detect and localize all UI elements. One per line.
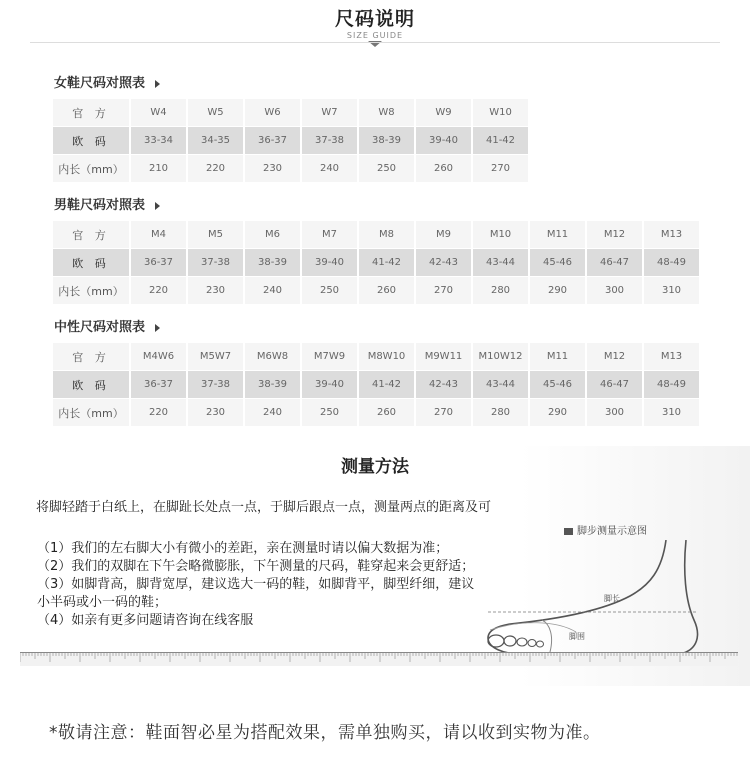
table-cell: W7 [301, 99, 358, 127]
table-cell: 230 [187, 399, 244, 427]
table-cell: 280 [472, 399, 529, 427]
table-cell: 41-42 [358, 249, 415, 277]
tip-line: （2）我们的双脚在下午会略微膨胀，下午测量的尺码，鞋穿起来会更舒适； [37, 559, 475, 574]
table-cell: 45-46 [529, 249, 586, 277]
table-cell: 36-37 [244, 127, 301, 155]
table-cell: W8 [358, 99, 415, 127]
table-row [53, 155, 529, 183]
arrow-right-icon [155, 80, 160, 88]
table-cell: M6 [244, 221, 301, 249]
table-cell: M8 [358, 221, 415, 249]
table-cell: 300 [586, 399, 643, 427]
row-label: 官 方 [53, 343, 130, 371]
table-cell: 38-39 [358, 127, 415, 155]
table-cell: 240 [244, 399, 301, 427]
unisex-table-title: 中性尺码对照表 [54, 316, 160, 335]
table-cell: M12 [586, 343, 643, 371]
table-row [53, 99, 529, 127]
table-cell: M9 [415, 221, 472, 249]
table-cell: 260 [358, 277, 415, 305]
table-cell: W9 [415, 99, 472, 127]
notice-text: *敬请注意：鞋面智必星为搭配效果，需单独购买，请以收到实物为准。 [49, 723, 601, 743]
square-icon [564, 528, 573, 535]
arrow-right-icon [155, 324, 160, 332]
table-cell: 48-49 [643, 249, 700, 277]
men-table-title: 男鞋尺码对照表 [54, 194, 160, 213]
table-cell: M5 [187, 221, 244, 249]
table-cell: W4 [130, 99, 187, 127]
table-cell: 38-39 [244, 371, 301, 399]
table-cell: 45-46 [529, 371, 586, 399]
table-cell: M8W10 [358, 343, 415, 371]
table-cell: 37-38 [187, 249, 244, 277]
table-cell: 41-42 [472, 127, 529, 155]
table-cell: 280 [472, 277, 529, 305]
table-cell: M6W8 [244, 343, 301, 371]
table-cell: 33-34 [130, 127, 187, 155]
table-row [53, 343, 700, 371]
table-cell: 230 [187, 277, 244, 305]
table-cell: M11 [529, 221, 586, 249]
table-cell: M7 [301, 221, 358, 249]
foot-diagram-icon [480, 540, 720, 660]
table-row [53, 399, 700, 427]
page-title: 尺码说明 [334, 8, 415, 30]
table-cell: 37-38 [187, 371, 244, 399]
page-subtitle: SIZE GUIDE [346, 31, 404, 40]
table-row [53, 221, 700, 249]
table-cell: 37-38 [301, 127, 358, 155]
women-size-table [53, 99, 530, 183]
table-cell: M9W11 [415, 343, 472, 371]
row-label: 欧 码 [53, 127, 130, 155]
measure-intro: 将脚轻踏于白纸上，在脚趾长处点一点，于脚后跟点一点，测量两点的距离及可 [36, 500, 492, 515]
table-cell: 42-43 [415, 249, 472, 277]
table-cell: M13 [643, 343, 700, 371]
row-label: 内长（mm） [53, 277, 130, 305]
table-cell: M5W7 [187, 343, 244, 371]
table-cell: 300 [586, 277, 643, 305]
table-cell: 39-40 [301, 249, 358, 277]
tip-line: （4）如亲有更多问题请咨询在线客服 [37, 613, 254, 628]
table-row [53, 249, 700, 277]
table-cell: 42-43 [415, 371, 472, 399]
foot-length-label: 脚长 [604, 594, 620, 603]
table-cell: 310 [643, 277, 700, 305]
row-label: 官 方 [53, 99, 130, 127]
women-table-title: 女鞋尺码对照表 [54, 72, 160, 91]
table-cell: 43-44 [472, 371, 529, 399]
table-cell: 260 [358, 399, 415, 427]
row-label: 内长（mm） [53, 399, 130, 427]
table-cell: 34-35 [187, 127, 244, 155]
table-cell: 250 [301, 399, 358, 427]
table-cell: 310 [643, 399, 700, 427]
tip-line: （3）如脚背高，脚背宽厚，建议选大一码的鞋，如脚背平，脚型纤细，建议 [37, 577, 475, 592]
arrow-right-icon [155, 202, 160, 210]
table-cell: 270 [415, 277, 472, 305]
table-cell: M10W12 [472, 343, 529, 371]
table-cell: 220 [187, 155, 244, 183]
table-cell: 210 [130, 155, 187, 183]
ruler [20, 652, 738, 666]
table-cell: W5 [187, 99, 244, 127]
table-cell: M13 [643, 221, 700, 249]
table-cell: M4 [130, 221, 187, 249]
table-cell: 220 [130, 399, 187, 427]
measure-title: 测量方法 [341, 457, 409, 477]
table-row [53, 277, 700, 305]
table-cell: 290 [529, 277, 586, 305]
table-cell: 36-37 [130, 249, 187, 277]
table-cell: 41-42 [358, 371, 415, 399]
table-cell: M10 [472, 221, 529, 249]
table-cell: 230 [244, 155, 301, 183]
table-cell: M12 [586, 221, 643, 249]
table-cell: W6 [244, 99, 301, 127]
table-cell: M11 [529, 343, 586, 371]
table-cell: 46-47 [586, 249, 643, 277]
unisex-size-table [53, 343, 701, 427]
tip-line: 小半码或小一码的鞋； [37, 595, 168, 610]
table-row [53, 371, 700, 399]
table-cell: 290 [529, 399, 586, 427]
table-cell: 38-39 [244, 249, 301, 277]
row-label: 官 方 [53, 221, 130, 249]
table-cell: W10 [472, 99, 529, 127]
row-label: 欧 码 [53, 371, 130, 399]
table-cell: 240 [301, 155, 358, 183]
table-cell: 220 [130, 277, 187, 305]
table-cell: 43-44 [472, 249, 529, 277]
table-cell: 46-47 [586, 371, 643, 399]
table-cell: 48-49 [643, 371, 700, 399]
table-cell: 270 [472, 155, 529, 183]
table-cell: 260 [415, 155, 472, 183]
foot-girth-label: 脚围 [569, 632, 585, 641]
row-label: 欧 码 [53, 249, 130, 277]
table-cell: 240 [244, 277, 301, 305]
table-cell: 270 [415, 399, 472, 427]
table-cell: 39-40 [415, 127, 472, 155]
row-label: 内长（mm） [53, 155, 130, 183]
tip-line: （1）我们的左右脚大小有微小的差距，亲在测量时请以偏大数据为准； [37, 541, 449, 556]
diagram-legend: 脚步测量示意图 [564, 522, 647, 537]
table-cell: M4W6 [130, 343, 187, 371]
table-cell: 250 [301, 277, 358, 305]
page-header [0, 0, 750, 47]
table-cell: 250 [358, 155, 415, 183]
header-divider [30, 42, 720, 43]
men-size-table [53, 221, 701, 305]
table-cell: 36-37 [130, 371, 187, 399]
table-row [53, 127, 529, 155]
table-cell: 39-40 [301, 371, 358, 399]
table-cell: M7W9 [301, 343, 358, 371]
